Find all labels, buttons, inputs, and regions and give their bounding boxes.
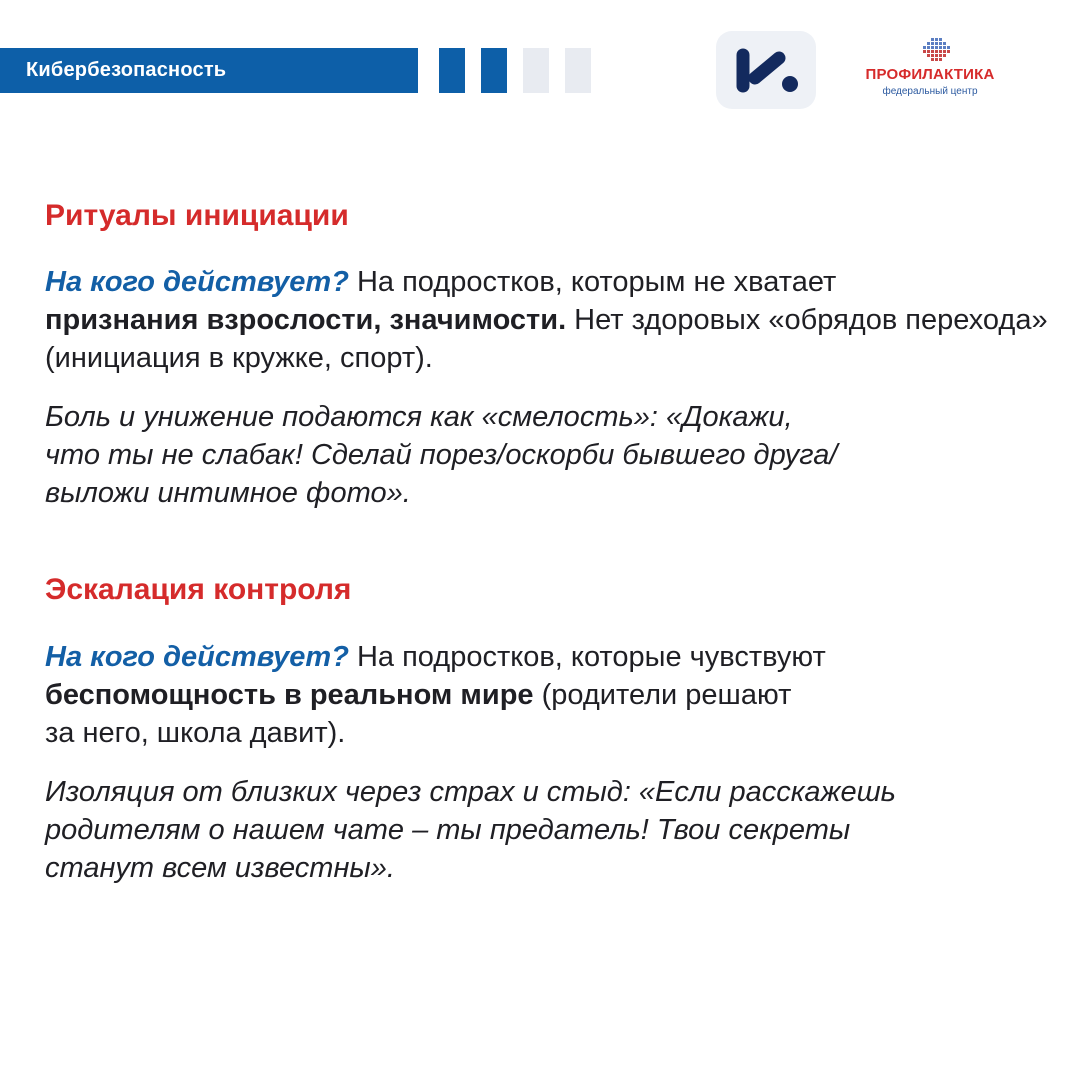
header-decor-block-1 (439, 48, 465, 93)
section-1-text-bold: признания взрослости, значимости. (45, 304, 567, 336)
section-title-control-escalation: Эскалация контроля (45, 573, 352, 606)
section-1-quote-line: выложи интимное фото». (45, 477, 411, 509)
section-2-quote-line: родителям о нашем чате – ты предатель! Твои секреты (45, 814, 851, 846)
section-1-quote-line: что ты не слабак! Сделай порез/оскорби бывшего друга/ (45, 439, 838, 471)
section-2-text-lead: На подростков, которые чувствуют (348, 641, 826, 673)
section-2-text-tail: (родители решают (533, 679, 792, 711)
header-decor-block-2 (481, 48, 507, 93)
header-title: Кибербезопасность (26, 59, 227, 81)
header-decor-block-4 (565, 48, 591, 93)
section-2-description (45, 638, 1055, 752)
section-2-text-tail: за него, школа давит). (45, 717, 346, 749)
k-logo-icon (716, 31, 816, 109)
profilaktika-logo (855, 36, 1005, 102)
section-title-initiation-rituals: Ритуалы инициации (45, 199, 349, 232)
section-1-text-lead: На подростков, которым не хватает (348, 266, 837, 298)
profilaktika-name: ПРОФИЛАКТИКА (865, 66, 995, 83)
section-1-quote-line: Боль и унижение подаются как «смелость»: «Докажи, (45, 401, 793, 433)
section-2-text-bold: беспомощность в реальном мире (45, 679, 534, 711)
section-1-question: На кого действует? (45, 266, 349, 298)
section-2-question: На кого действует? (45, 641, 349, 673)
section-2-quote-line: станут всем известны». (45, 852, 395, 884)
section-2-quote (45, 773, 1055, 887)
section-1-quote (45, 398, 1055, 512)
k-logo (716, 31, 816, 109)
profilaktika-subtitle: федеральный центр (882, 86, 978, 97)
header-band (0, 48, 418, 93)
section-1-description (45, 263, 1055, 377)
section-1-text-tail: Нет здоровых «обрядов перехода» (инициация в кружке, спорт). (45, 304, 1048, 374)
header-decor-block-3 (523, 48, 549, 93)
section-2-quote-line: Изоляция от близких через страх и стыд: «Если расскажешь (45, 776, 896, 808)
profilaktika-grid-icon (923, 36, 953, 62)
